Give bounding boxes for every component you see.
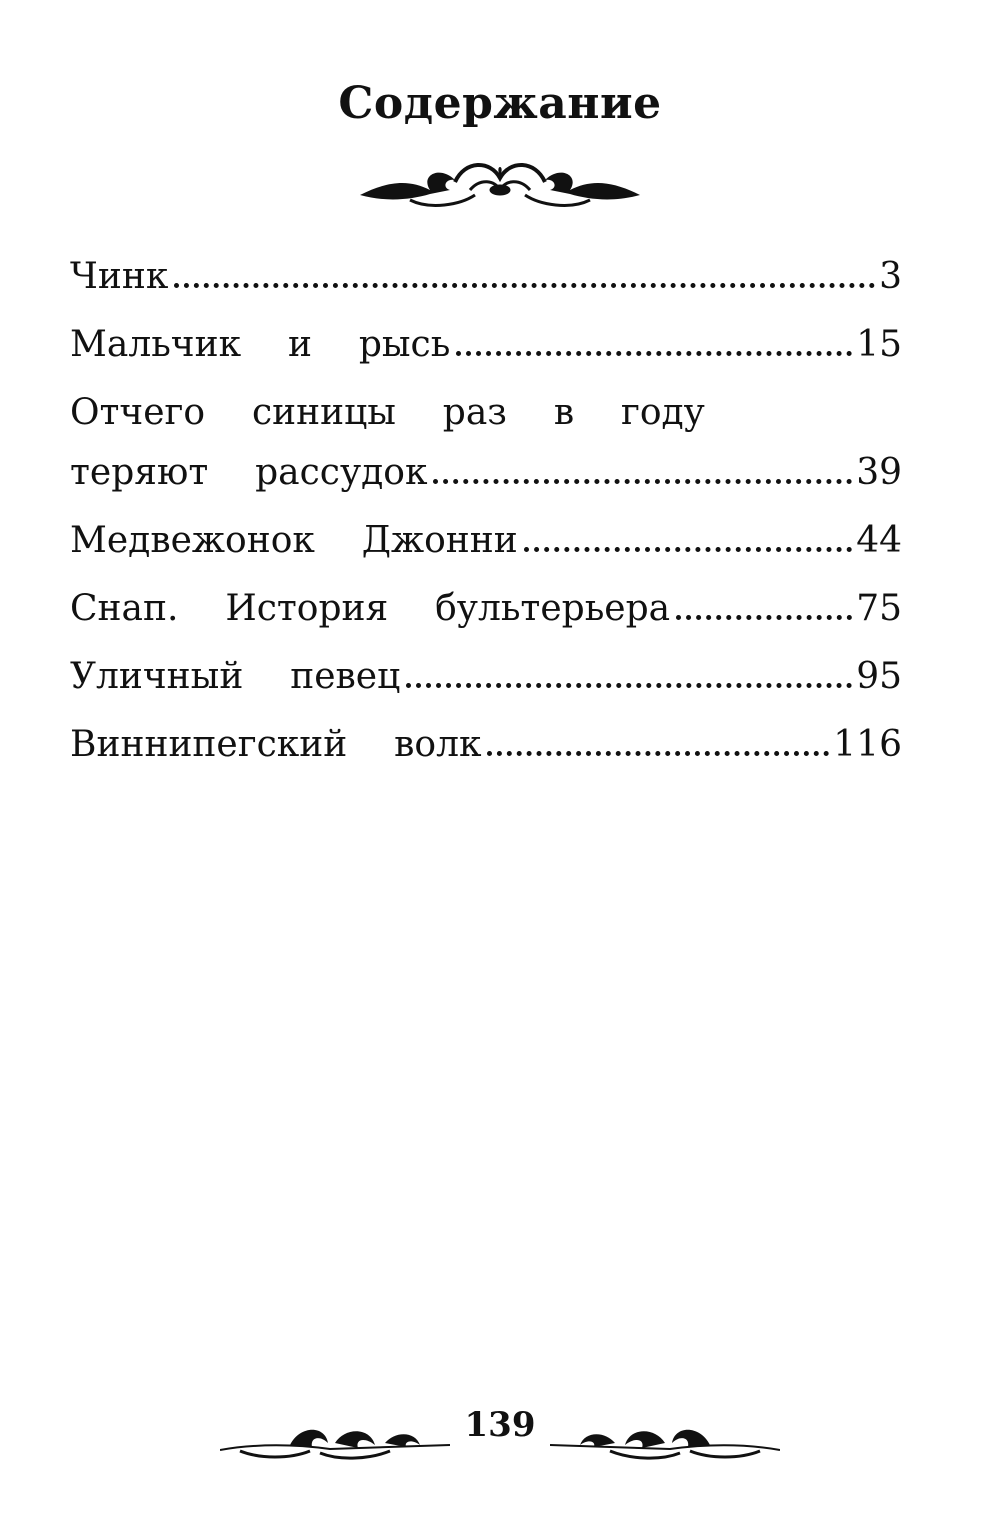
toc-entry-page: 15 xyxy=(856,324,902,365)
toc-entry-page: 3 xyxy=(879,256,902,297)
toc-entry-page: 95 xyxy=(856,656,902,697)
footer-right-ornament-icon xyxy=(550,1415,780,1465)
toc-entry-title: Виннипегский волк xyxy=(70,724,482,765)
dot-leader xyxy=(676,615,852,620)
toc-entry[interactable] xyxy=(70,391,902,495)
toc-entry[interactable] xyxy=(70,655,902,699)
toc-entry[interactable] xyxy=(70,323,902,367)
dot-leader xyxy=(433,479,852,484)
table-of-contents xyxy=(70,255,902,791)
dot-leader xyxy=(174,283,875,288)
toc-entry-title: Мальчик и рысь xyxy=(70,324,451,365)
toc-entry-title: Снап. История бультерьера xyxy=(70,588,671,629)
toc-entry-page: 75 xyxy=(856,588,902,629)
toc-entry-title: Уличный певец xyxy=(70,656,401,697)
toc-entry-page: 39 xyxy=(856,452,902,493)
toc-entry[interactable] xyxy=(70,519,902,563)
dot-leader xyxy=(487,751,829,756)
toc-entry[interactable] xyxy=(70,255,902,299)
toc-entry-page: 44 xyxy=(856,520,902,561)
dot-leader xyxy=(456,351,852,356)
page-title: Содержание xyxy=(338,78,662,129)
floral-ornament-icon xyxy=(350,150,650,220)
toc-entry-title: Медвежонок Джонни xyxy=(70,520,518,561)
dot-leader xyxy=(406,683,852,688)
page-number: 139 xyxy=(464,1405,536,1445)
toc-entry-title-line2: теряют рассудок xyxy=(70,452,428,493)
toc-entry[interactable] xyxy=(70,587,902,631)
page-footer xyxy=(220,1405,780,1465)
toc-entry-title: Чинк xyxy=(70,256,169,297)
toc-entry-title-line1: Отчего синицы раз в году xyxy=(70,392,705,433)
toc-entry-page: 116 xyxy=(833,724,902,765)
toc-entry[interactable] xyxy=(70,723,902,767)
dot-leader xyxy=(524,547,852,552)
